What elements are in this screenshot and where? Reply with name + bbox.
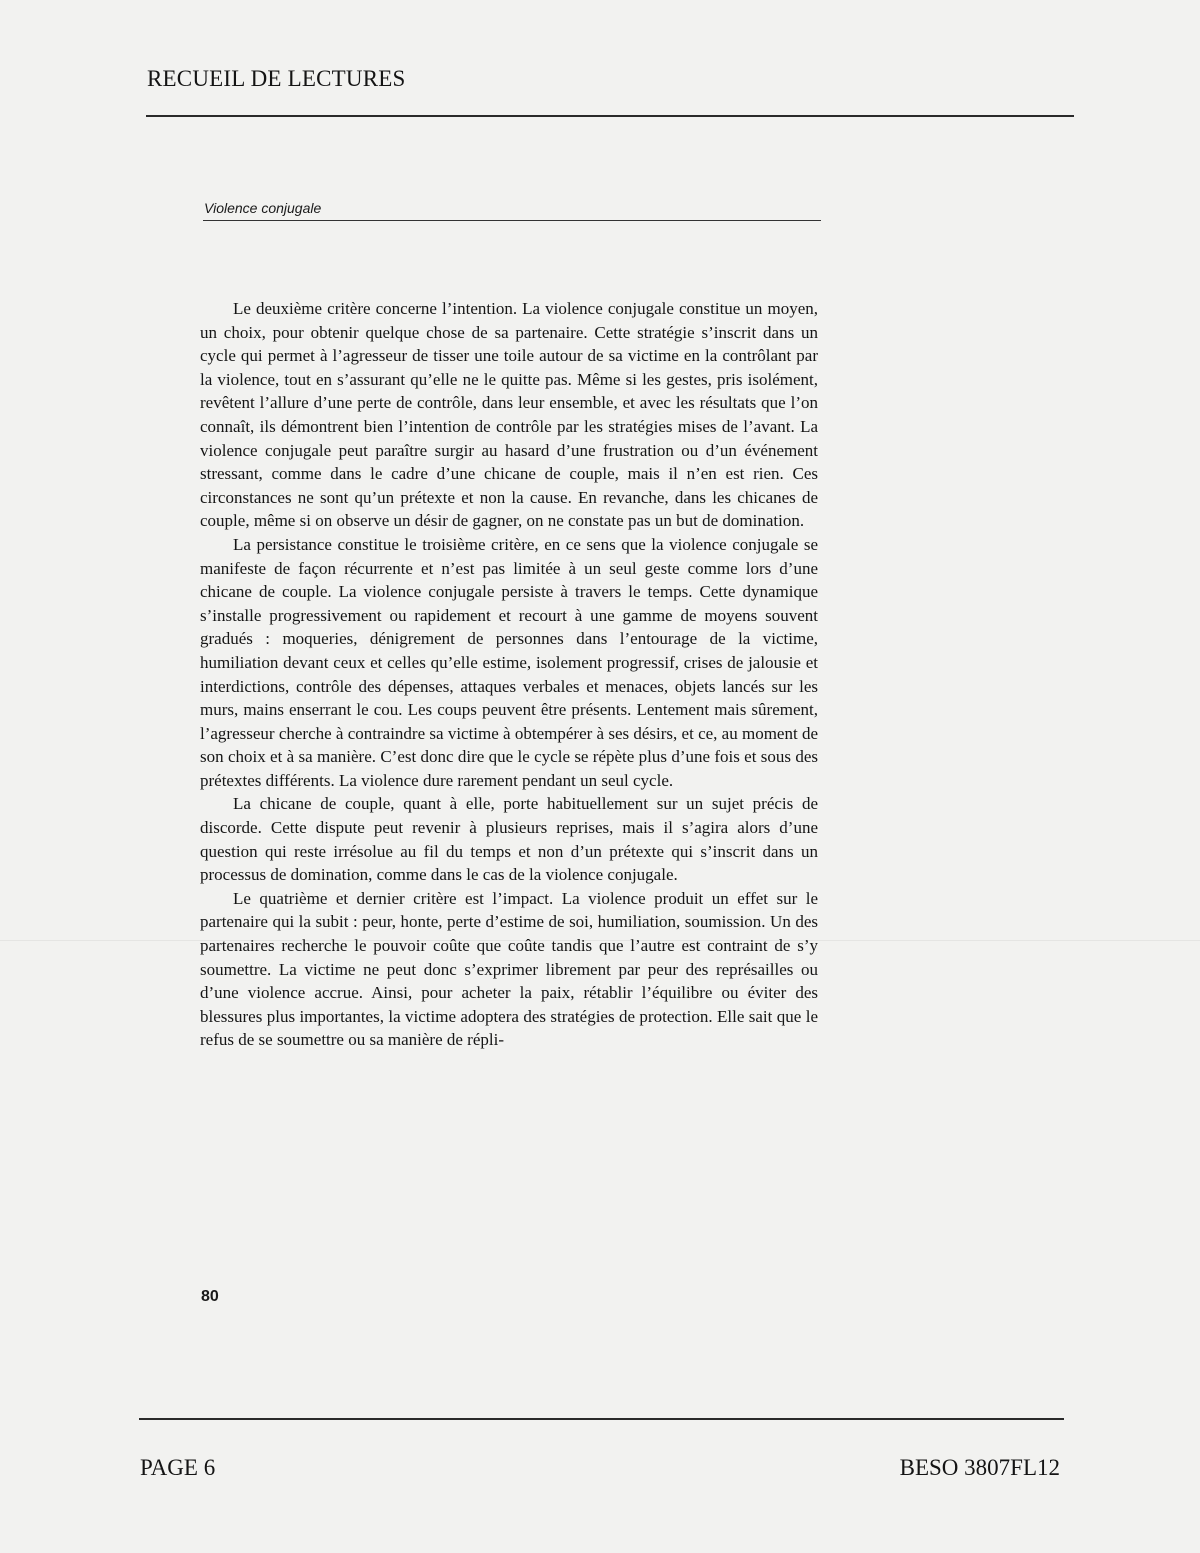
footer-course-code: BESO 3807FL12 — [899, 1455, 1060, 1480]
footer-page-label: PAGE 6 — [140, 1455, 216, 1480]
section-rule — [203, 220, 821, 221]
paragraph: La chicane de couple, quant à elle, porte habituellement sur un sujet précis de discorde. Cette dispute peut revenir à plusieurs reprises, mais il s’agira alors d’une question qui reste irrésolue au fil du temps et non d’un prétexte qui s’inscrit dans un processus de domination, comme dans le cas de la violence conjugale. — [200, 794, 818, 885]
body-text — [200, 297, 818, 1052]
paragraph: Le quatrième et dernier critère est l’impact. La violence produit un effet sur le partenaire qui la subit : peur, honte, perte d’estime de soi, humiliation, soumission. Un des partenaires recherche le pouvoir coûte que coûte tandis que l’autre est contraint de s’y soumettre. La victime ne peut donc s’exprimer librement par peur des représailles ou d’une violence accrue. Ainsi, pour acheter la paix, rétablir l’équilibre ou éviter des blessures plus importantes, la victime adoptera des stratégies de protection. Elle sait que le refus de se soumettre ou sa manière de répli- — [200, 888, 818, 1050]
running-title: RECUEIL DE LECTURES — [147, 66, 406, 91]
header-rule — [146, 115, 1074, 117]
paragraph: Le deuxième critère concerne l’intention. La violence conjugale constitue un moyen, un choix, pour obtenir quelque chose de sa partenaire. Cette stratégie s’inscrit dans un cycle qui permet à l’agresseur de tisser une toile autour de sa victime en la contrôlant par la violence, tout en s’assurant qu’elle ne le quitte pas. Même si les gestes, pris isolément, revêtent l’allure d’une perte de contrôle, dans leur ensemble, et avec les résultats que l’on connaît, ils démontrent bien l’intention de contrôle par les stratégies mises de l’avant. La violence conjugale peut paraître surgir au hasard d’une frustration ou d’un événement stressant, comme dans le cadre d’une chicane de couple, mais il n’en est rien. Ces circonstances ne sont qu’un prétexte et non la cause. En revanche, dans les chicanes de couple, même si on observe un désir de gagner, on ne constate pas un but de domination. — [200, 299, 818, 531]
paragraph: La persistance constitue le troisième critère, en ce sens que la violence conjugale se manifeste de façon récurrente et n’est pas limitée à un seul geste comme lors d’une chicane de couple. La violence conjugale persiste à travers le temps. Cette dynamique s’installe progressivement ou rapidement et recourt à une gamme de moyens souvent gradués : moqueries, dénigrement de personnes dans l’entourage de la victime, humiliation devant ceux et celles qu’elle estime, isolement progressif, crises de jalousie et interdictions, contrôle des dépenses, attaques verbales et menaces, objets lancés sur les murs, mains enserrant le cou. Les coups peuvent être présents. Lentement mais sûrement, l’agresseur cherche à contraindre sa victime à obtempérer à ses désirs, et ce, au moment de son choix et à sa manière. C’est donc dire que le cycle se répète plus d’une fois et sous des prétextes différents. La violence dure rarement pendant un seul cycle. — [200, 534, 818, 790]
footer-rule — [139, 1418, 1064, 1420]
page-number: 80 — [201, 1288, 219, 1305]
section-title: Violence conjugale — [204, 200, 322, 216]
